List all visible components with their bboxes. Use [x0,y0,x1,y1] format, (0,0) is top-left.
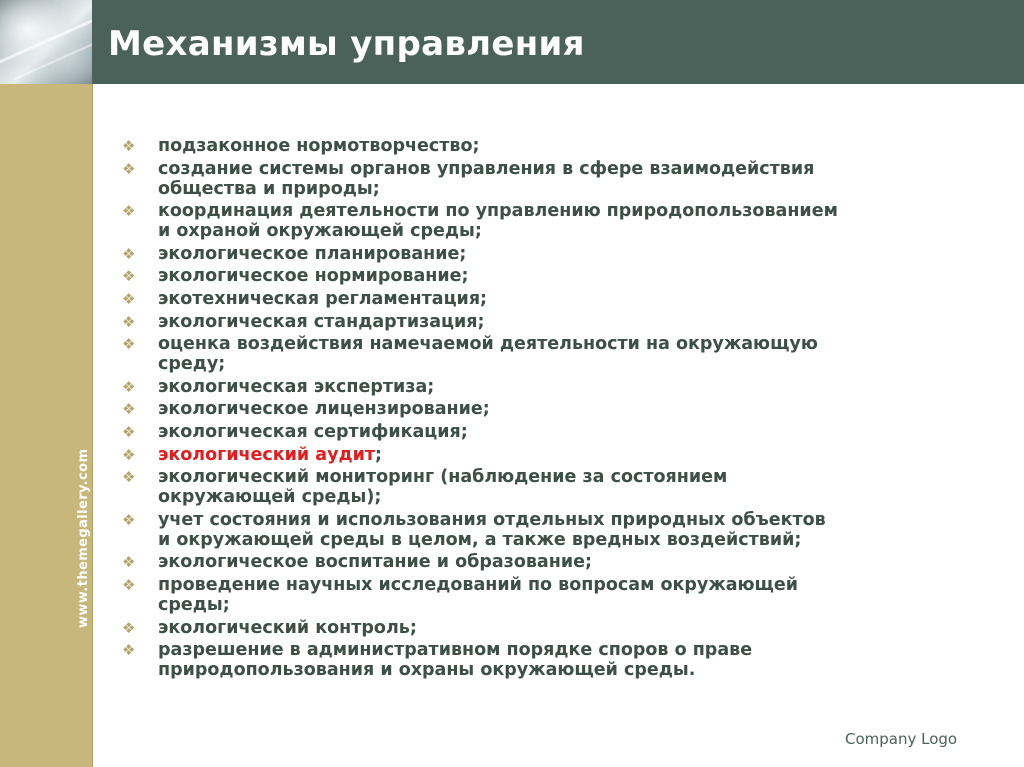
diamond-bullet-icon: ❖ [122,202,136,221]
bullet-item [120,289,980,309]
bullet-text [158,445,382,465]
diamond-bullet-icon: ❖ [122,510,136,529]
slide-title: Механизмы управления [108,24,585,64]
diamond-bullet-icon: ❖ [122,244,136,263]
bullet-list [120,136,980,683]
bullet-item [120,467,980,507]
bullet-item [120,377,980,397]
diamond-bullet-icon: ❖ [122,335,136,354]
diamond-bullet-icon: ❖ [122,289,136,308]
bullet-text: экологический мониторинг (наблюдение за состоянием окружающей среды); [158,467,728,508]
diamond-bullet-icon: ❖ [122,553,136,572]
diamond-bullet-icon: ❖ [122,422,136,441]
bullet-item [120,334,980,374]
bullet-text: экологический контроль; [158,617,417,638]
bullet-item [120,618,980,638]
bullet-text: экотехническая регламентация; [158,288,488,309]
bullet-text: разрешение в административном порядке споров о праве природопользования и охраны окружающей среды. [158,640,753,681]
bullet-item [120,575,980,615]
diamond-bullet-icon: ❖ [122,377,136,396]
bullet-text: создание системы органов управления в сфере взаимодействия общества и природы; [158,158,815,199]
bullet-text: экологическое планирование; [158,243,467,264]
bullet-item [120,640,980,680]
diamond-bullet-icon: ❖ [122,137,136,155]
title-bar [92,0,1024,84]
bullet-text: экологическое лицензирование; [158,399,490,420]
highlighted-term: экологический аудит [158,444,376,465]
bullet-text: учет состояния и использования отдельных природных объектов и окружающей среды в целом, а также вредных воздействий; [158,509,826,550]
diamond-bullet-icon: ❖ [122,641,136,660]
bullet-text: проведение научных исследований по вопросам окружающей среды; [158,574,799,615]
diamond-bullet-icon: ❖ [122,618,136,637]
bullet-item [120,312,980,332]
bullet-item [120,422,980,442]
site-url: www.themegallery.com [76,448,91,628]
bullet-item [120,136,980,156]
corner-decorative-image [0,0,92,84]
bullet-text: экологическая сертификация; [158,421,468,442]
bullet-item [120,552,980,572]
bullet-text: экологическая экспертиза; [158,376,435,397]
bullet-item-highlighted [120,445,980,465]
bullet-item [120,159,980,199]
sidebar-strip [0,84,92,767]
bullet-item [120,266,980,286]
company-logo: Company Logo [845,730,958,748]
diamond-bullet-icon: ❖ [122,468,136,487]
bullet-text: экологическое нормирование; [158,266,469,287]
bullet-text: экологическая стандартизация; [158,311,485,332]
bullet-text: экологическое воспитание и образование; [158,552,592,573]
bullet-item [120,510,980,550]
bullet-item [120,201,980,241]
bullet-text-suffix: ; [375,444,383,465]
bullet-item [120,244,980,264]
bullet-item [120,399,980,419]
diamond-bullet-icon: ❖ [122,267,136,286]
bullet-text: оценка воздействия намечаемой деятельности на окружающую среду; [158,334,818,375]
diamond-bullet-icon: ❖ [122,159,136,178]
bullet-text: координация деятельности по управлению природопользованием и охраной окружающей среды; [158,201,838,242]
diamond-bullet-icon: ❖ [122,445,136,464]
diamond-bullet-icon: ❖ [122,575,136,594]
diamond-bullet-icon: ❖ [122,312,136,331]
sidebar-divider [92,84,93,767]
bullet-text: подзаконное нормотворчество; [158,136,480,156]
diamond-bullet-icon: ❖ [122,400,136,419]
